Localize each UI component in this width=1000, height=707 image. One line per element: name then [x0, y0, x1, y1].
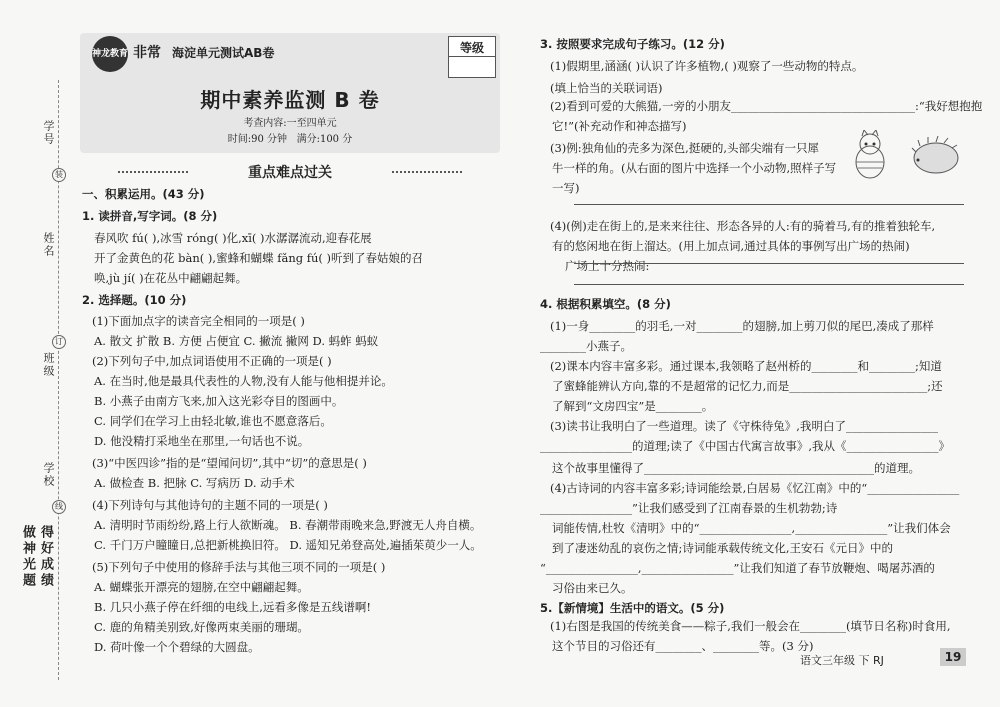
question-line: 有的悠闲地在街上溜达。(用上加点词,通过具体的事例写出广场的热闹)	[552, 239, 910, 253]
question-line: ________________”让我们感受到了江南春景的生机勃勃;诗	[540, 501, 838, 515]
exam-time: 时间:90 分钟	[227, 134, 288, 145]
grade-label: 等级	[449, 37, 495, 57]
question-line: B. 几只小燕子停在纤细的电线上,远看多像是五线谱啊!	[94, 600, 372, 614]
answer-line	[574, 204, 964, 205]
question-line: 一写)	[552, 181, 580, 195]
binding-mark: 装	[52, 168, 66, 182]
question-line: A. 清明时节雨纷纷,路上行人欲断魂。 B. 春潮带雨晚来急,野渡无人舟自横。	[94, 518, 482, 532]
question-heading: 一、积累运用。(43 分)	[82, 187, 205, 201]
question-heading: 2. 选择题。(10 分)	[82, 293, 187, 307]
question-line: 这个节目的习俗还有________、________等。(3 分)	[552, 639, 814, 653]
binding-mark: 订	[52, 335, 66, 349]
question-line: 到了凄迷幼乱的哀伤之情;诗词能承载传统文化,王安石《元日》中的	[552, 541, 894, 555]
question-line: 这个故事里懂得了________________________________________的道理。	[552, 461, 920, 475]
question-line: A. 在当时,他是最具代表性的人物,没有人能与他相提并论。	[94, 374, 393, 388]
label-name: 姓名	[42, 232, 55, 258]
question-line: A. 蝴蝶张开漂亮的翅膀,在空中翩翩起舞。	[94, 580, 309, 594]
section-banner: 重点难点过关	[248, 165, 332, 181]
question-line: (1)一身________的羽毛,一对________的翅膀,加上剪刀似的尾巴,凑成了那样	[550, 319, 934, 333]
series-name: 海淀单元测试AB卷	[172, 46, 275, 60]
question-line: (4)古诗词的内容丰富多彩;诗词能绘景,白居易《忆江南》中的“________________	[550, 481, 960, 495]
question-line: 词能传情,杜牧《清明》中的“________________,________________”让我们体会	[552, 521, 951, 535]
question-heading: 1. 读拼音,写字词。(8 分)	[82, 209, 218, 223]
question-line: (3)“中医四诊”指的是“望闻问切”,其中“切”的意思是( )	[92, 456, 367, 470]
question-line: C. 鹿的角精美别致,好像两束美丽的珊瑚。	[94, 620, 309, 634]
exam-scope: 考查内容:一至四单元	[243, 118, 337, 129]
label-student-id: 学号	[42, 120, 55, 146]
question-line: C. 千门万户瞳瞳日,总把新桃换旧符。 D. 遥知兄弟登高处,遍插茱萸少一人。	[94, 538, 482, 552]
question-line: (2)看到可爱的大熊猫,一旁的小朋友________________________________:“我好想抱抱	[550, 99, 983, 113]
divider	[392, 171, 462, 173]
question-heading: 5.【新情境】生活中的语文。(5 分)	[540, 601, 725, 615]
footer-subject: 语文三年级 下 RJ	[800, 654, 884, 667]
exam-score: 满分:100 分	[296, 134, 353, 145]
question-line: A. 做检查 B. 把脉 C. 写病历 D. 动手术	[94, 476, 295, 490]
question-line: (2)课本内容丰富多彩。通过课本,我领略了赵州桥的________和________;知道	[550, 359, 942, 373]
question-heading: 3. 按照要求完成句子练习。(12 分)	[540, 37, 725, 51]
question-line: (5)下列句子中使用的修辞手法与其他三项不同的一项是( )	[92, 560, 386, 574]
question-line: (2)下列句子中,加点词语使用不正确的一项是( )	[92, 354, 332, 368]
question-line: ________小燕子。	[540, 339, 632, 353]
question-heading: 4. 根据积累填空。(8 分)	[540, 297, 671, 311]
question-line: 习俗由来已久。	[552, 581, 633, 595]
question-line: B. 小燕子由南方飞来,加入这光彩夺目的图画中。	[94, 394, 344, 408]
question-line: 开了金黄色的花 bàn( ),蜜蜂和蝴蝶 fǎng fú( )听到了春姑娘的召	[94, 251, 424, 265]
cat-picture	[856, 130, 884, 178]
divider	[118, 171, 188, 173]
question-line: C. 同学们在学习上由轻北敏,谁也不愿意落后。	[94, 414, 332, 428]
brand-slogan-2: 得好成绩	[38, 525, 53, 589]
grade-box	[448, 36, 496, 78]
question-line: (4)(例)走在街上的,是来来往往、形态各异的人:有的骑着马,有的推着独轮车,	[550, 219, 936, 233]
answer-line	[574, 263, 964, 264]
question-line: 它!”(补充动作和神态描写)	[552, 119, 687, 133]
question-line: “________________,________________”让我们知道了春节放鞭炮、喝屠苏酒的	[540, 561, 935, 575]
question-line: D. 他没精打采地坐在那里,一句话也不说。	[94, 434, 310, 448]
animal-pictures	[848, 130, 968, 185]
question-line: (3)读书让我明白了一些道理。读了《守株待兔》,我明白了________________	[550, 419, 938, 433]
label-class: 班级	[42, 352, 55, 378]
question-line: (4)下列诗句与其他诗句的主题不同的一项是( )	[92, 498, 328, 512]
question-line: (1)右图是我国的传统美食——粽子,我们一般会在________(填节日名称)时食用,	[550, 619, 951, 633]
answer-line	[574, 284, 964, 285]
question-line: (填上恰当的关联词语)	[550, 81, 663, 95]
brand-slogan-1: 做神光题	[20, 525, 35, 589]
question-line: ________________的道理;读了《中国古代寓言故事》,我从《________________》	[540, 439, 951, 453]
question-line: (1)假期里,涵涵( )认识了许多植物,( )观察了一些动物的特点。	[550, 59, 864, 73]
question-line: D. 荷叶像一个个碧绿的大圆盘。	[94, 640, 260, 654]
binding-mark: 线	[52, 500, 66, 514]
question-line: 了解到“文房四宝”是________。	[552, 399, 714, 413]
hedgehog-picture	[912, 136, 958, 173]
question-line: (1)下面加点字的读音完全相同的一项是( )	[92, 314, 305, 328]
question-line: 春风吹 fú( ),冰雪 róng( )化,xī( )水潺潺流动,迎春花展	[94, 231, 372, 245]
brand-name: 非常	[133, 45, 161, 61]
question-line: 广场上十分热闹:	[565, 259, 650, 273]
question-line: 了蜜蜂能辨认方向,靠的不是超常的记忆力,而是________________________;还	[552, 379, 943, 393]
question-line: 唤,jù jí( )在花丛中翩翩起舞。	[94, 271, 248, 285]
question-line: A. 散文 扩散 B. 方便 占便宜 C. 撇流 撇网 D. 蚂蚱 蚂蚁	[94, 334, 379, 348]
label-school: 学校	[42, 462, 55, 488]
binding-margin	[0, 0, 72, 707]
logo: 神龙教育	[92, 36, 128, 72]
page-title: 期中素养监测 B 卷	[200, 88, 380, 112]
question-line: (3)例:独角仙的壳多为深色,挺硬的,头部尖端有一只犀	[550, 141, 819, 155]
page-number: 19	[940, 648, 966, 666]
exam-time-score	[80, 130, 500, 145]
question-line: 牛一样的角。(从右面的图片中选择一个小动物,照样子写	[552, 161, 837, 175]
